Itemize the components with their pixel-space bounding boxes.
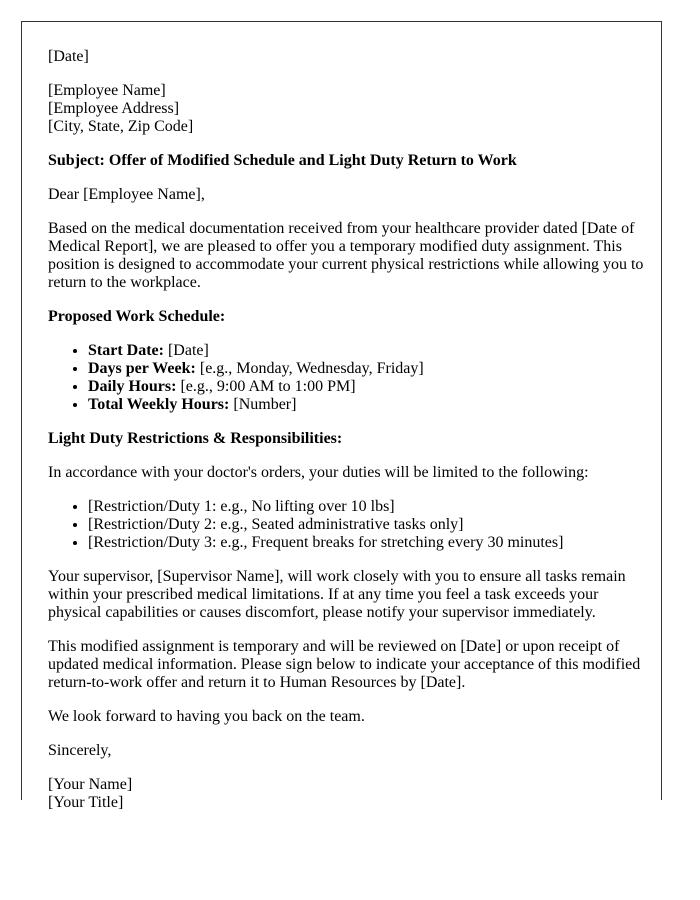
salutation: Dear [Employee Name], (48, 186, 205, 203)
sender-title: [Your Title] (48, 794, 124, 811)
schedule-list (48, 342, 647, 414)
schedule-item-label: Start Date: (88, 342, 164, 359)
restrictions-heading: Light Duty Restrictions & Responsibilities: (48, 430, 343, 447)
closing-line: We look forward to having you back on the team. (48, 708, 365, 725)
schedule-item (88, 360, 647, 378)
restriction-item: • [Restriction/Duty 3: e.g., Frequent breaks for stretching every 30 minutes] (88, 534, 647, 552)
restrictions-intro: In accordance with your doctor's orders, your duties will be limited to the following: (48, 464, 589, 481)
schedule-item-value: [e.g., Monday, Wednesday, Friday] (195, 360, 424, 377)
letter-date: [Date] (48, 48, 89, 65)
schedule-item-label: Daily Hours: (88, 378, 177, 395)
restriction-item: • [Restriction/Duty 1: e.g., No lifting over 10 lbs] (88, 498, 647, 516)
sign-off: Sincerely, (48, 742, 112, 759)
letter-document (21, 21, 662, 811)
schedule-item (88, 378, 647, 396)
subject-line: Subject: Offer of Modified Schedule and Light Duty Return to Work (48, 152, 517, 169)
supervisor-paragraph: Your supervisor, [Supervisor Name], will work closely with you to ensure all tasks remain within your prescribed medical limitations. If at any time you feel a task exceeds your physical capabilities or causes discomfort, please notify your supervisor immediately. (48, 568, 626, 621)
recipient-city-state-zip: [City, State, Zip Code] (48, 118, 194, 135)
schedule-item-value: [Date] (163, 342, 209, 359)
review-paragraph: This modified assignment is temporary and will be reviewed on [Date] or upon receipt of updated medical information. Please sign below to indicate your acceptance of this modified return-to-work offer and return it to Human Resources by [Date]. (48, 638, 641, 691)
recipient-address: [Employee Address] (48, 100, 180, 117)
recipient-block (48, 82, 647, 136)
recipient-name: [Employee Name] (48, 82, 166, 99)
schedule-item (88, 396, 647, 414)
schedule-item-label: Days per Week: (88, 360, 196, 377)
intro-paragraph: Based on the medical documentation received from your healthcare provider dated [Date of Medical Report], we are pleased to offer you a temporary modified duty assignment. This position is designed to accommodate your current physical restrictions while allowing you to return to the workplace. (48, 220, 644, 291)
restriction-item: • [Restriction/Duty 2: e.g., Seated administrative tasks only] (88, 516, 647, 534)
schedule-item-value: [Number] (229, 396, 297, 413)
restrictions-list (48, 498, 647, 552)
signature-block (48, 776, 647, 812)
schedule-item-label: Total Weekly Hours: (88, 396, 230, 413)
sender-name: [Your Name] (48, 776, 133, 793)
schedule-item-value: [e.g., 9:00 AM to 1:00 PM] (176, 378, 356, 395)
schedule-heading: Proposed Work Schedule: (48, 308, 226, 325)
schedule-item (88, 342, 647, 360)
